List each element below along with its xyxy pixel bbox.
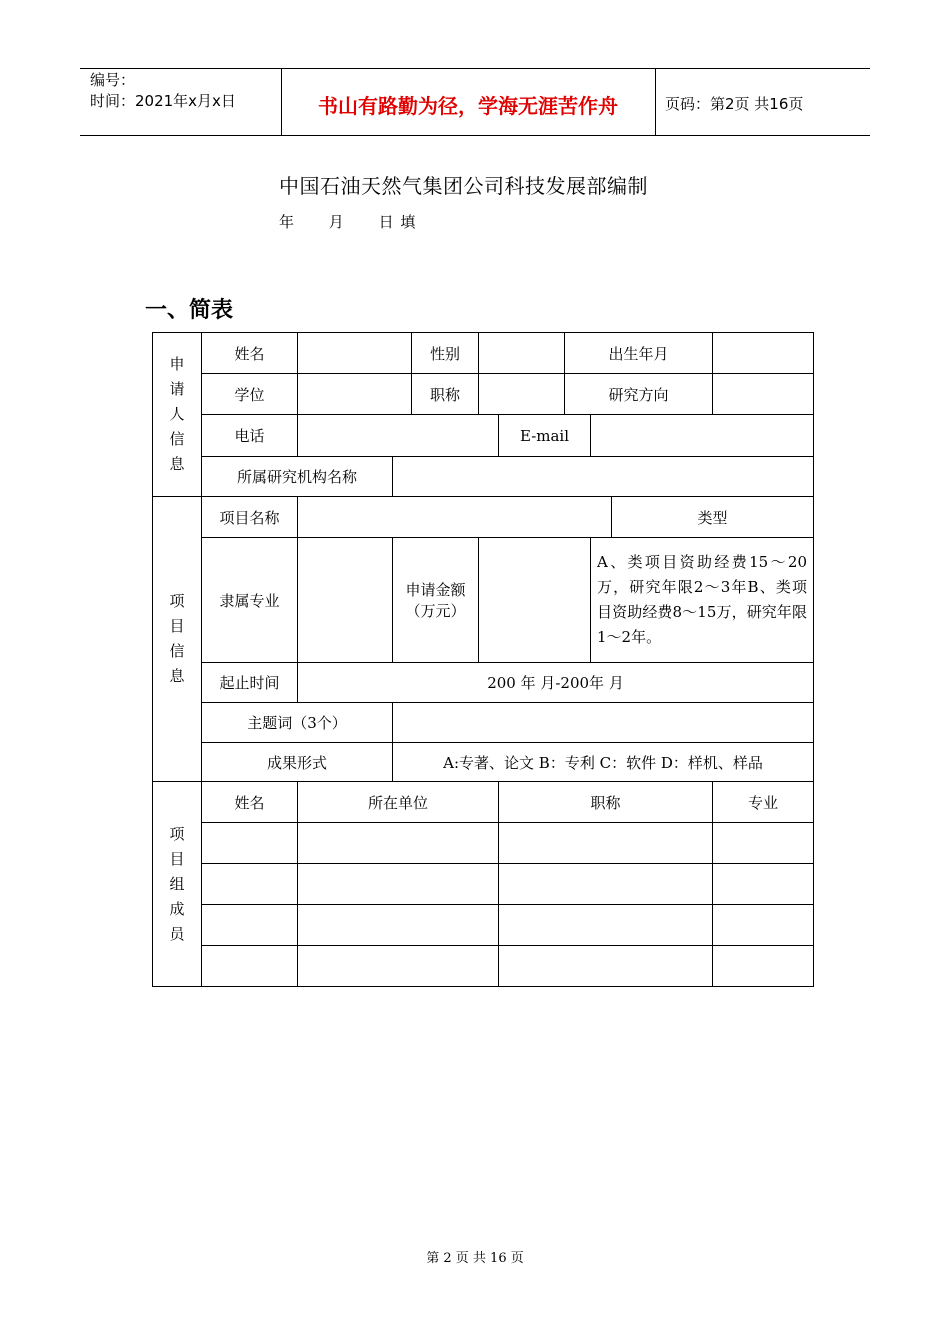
member-title-cell[interactable] bbox=[499, 823, 713, 864]
institution-field[interactable] bbox=[393, 457, 814, 497]
member-unit-cell[interactable] bbox=[298, 823, 499, 864]
header-time: 时间：2021年x月x日 bbox=[90, 92, 236, 110]
date-day: 日 填 bbox=[378, 213, 417, 231]
member-major-header: 专业 bbox=[713, 782, 814, 823]
member-title-cell[interactable] bbox=[499, 946, 713, 987]
header-page-number: 页码：第2页 共16页 bbox=[665, 95, 804, 113]
name-label: 姓名 bbox=[202, 333, 298, 374]
institution-label: 所属研究机构名称 bbox=[202, 457, 393, 497]
amount-label: 申请金额 （万元） bbox=[393, 538, 479, 663]
applicant-group-label: 申 请 人 信 息 bbox=[153, 333, 202, 497]
keywords-field[interactable] bbox=[393, 703, 814, 743]
keywords-label: 主题词（3个） bbox=[202, 703, 393, 743]
member-name-cell[interactable] bbox=[202, 905, 298, 946]
member-title-cell[interactable] bbox=[499, 864, 713, 905]
section-title: 一、简表 bbox=[145, 298, 234, 323]
outcome-value: A:专著、论文 B：专利 C：软件 D：样机、样品 bbox=[393, 743, 814, 782]
project-group-label: 项 目 信 息 bbox=[153, 497, 202, 782]
member-unit-cell[interactable] bbox=[298, 864, 499, 905]
birth-label: 出生年月 bbox=[565, 333, 713, 374]
header-top-rule bbox=[80, 68, 870, 69]
name-field[interactable] bbox=[298, 333, 412, 374]
member-title-header: 职称 bbox=[499, 782, 713, 823]
major-field[interactable] bbox=[298, 538, 393, 663]
page-footer: 第 2 页 共 16 页 bbox=[426, 1251, 524, 1266]
member-unit-header: 所在单位 bbox=[298, 782, 499, 823]
birth-field[interactable] bbox=[713, 333, 814, 374]
header-bottom-rule bbox=[80, 135, 870, 136]
members-group-label: 项 目 组 成 员 bbox=[153, 782, 202, 987]
project-name-label: 项目名称 bbox=[202, 497, 298, 538]
type-note: A、类项目资助经费15～20万，研究年限2～3年B、类项目资助经费8～15万，研究年限1～2年。 bbox=[591, 538, 814, 663]
header-meta bbox=[90, 70, 236, 112]
member-major-cell[interactable] bbox=[713, 823, 814, 864]
member-unit-cell[interactable] bbox=[298, 946, 499, 987]
research-direction-label: 研究方向 bbox=[565, 374, 713, 415]
degree-label: 学位 bbox=[202, 374, 298, 415]
email-label: E-mail bbox=[499, 415, 591, 457]
header-motto: 书山有路勤为径，学海无涯苦作舟 bbox=[318, 94, 618, 118]
phone-field[interactable] bbox=[298, 415, 499, 457]
type-label: 类型 bbox=[612, 497, 814, 538]
date-month: 月 bbox=[328, 213, 345, 231]
phone-label: 电话 bbox=[202, 415, 298, 457]
degree-field[interactable] bbox=[298, 374, 412, 415]
major-label: 隶属专业 bbox=[202, 538, 298, 663]
header-number: 编号： bbox=[90, 71, 136, 89]
project-name-field[interactable] bbox=[298, 497, 612, 538]
period-label: 起止时间 bbox=[202, 663, 298, 703]
member-major-cell[interactable] bbox=[713, 946, 814, 987]
outcome-label: 成果形式 bbox=[202, 743, 393, 782]
gender-field[interactable] bbox=[479, 333, 565, 374]
member-unit-cell[interactable] bbox=[298, 905, 499, 946]
header-divider-right bbox=[655, 68, 656, 136]
date-year: 年 bbox=[279, 213, 296, 231]
email-field[interactable] bbox=[591, 415, 814, 457]
organization-title: 中国石油天然气集团公司科技发展部编制 bbox=[279, 174, 648, 198]
header-divider-left bbox=[281, 68, 282, 136]
member-title-cell[interactable] bbox=[499, 905, 713, 946]
date-fill-line bbox=[279, 211, 444, 232]
summary-form-table bbox=[152, 332, 814, 987]
gender-label: 性别 bbox=[412, 333, 479, 374]
member-major-cell[interactable] bbox=[713, 905, 814, 946]
member-name-cell[interactable] bbox=[202, 946, 298, 987]
member-major-cell[interactable] bbox=[713, 864, 814, 905]
member-name-cell[interactable] bbox=[202, 823, 298, 864]
member-name-cell[interactable] bbox=[202, 864, 298, 905]
amount-field[interactable] bbox=[479, 538, 591, 663]
member-name-header: 姓名 bbox=[202, 782, 298, 823]
title-field[interactable] bbox=[479, 374, 565, 415]
title-label: 职称 bbox=[412, 374, 479, 415]
period-value[interactable]: 200 年 月-200年 月 bbox=[298, 663, 814, 703]
research-direction-field[interactable] bbox=[713, 374, 814, 415]
